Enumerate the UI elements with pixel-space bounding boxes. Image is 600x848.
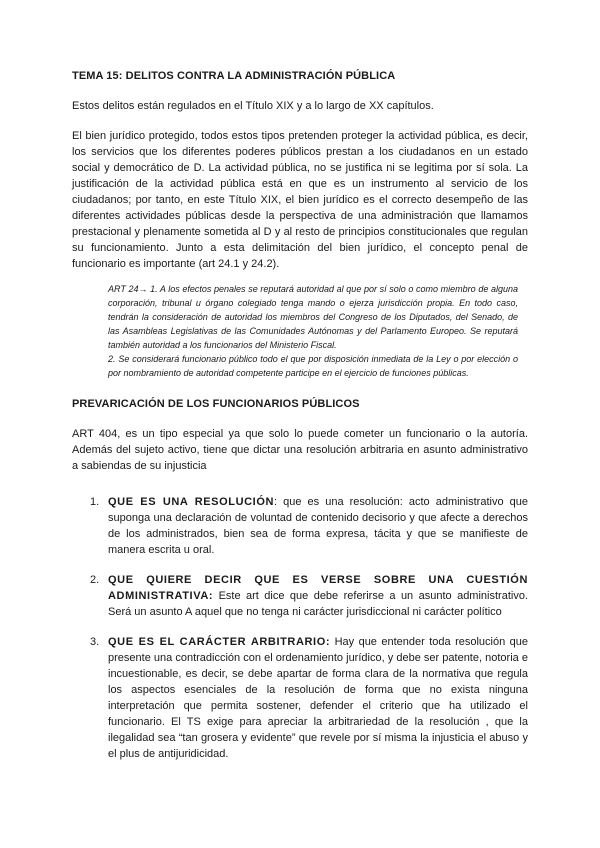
list-item-text: : que es una resolución: acto administrativo que suponga una declaración de voluntad de contenido decisorio y que afecte a derechos de los administrados, bien sea de forma expresa, tácita y que se manifieste de manera escrita u oral. <box>108 496 528 556</box>
intro-paragraph: Estos delitos están regulados en el Título XIX y a lo largo de XX capítulos. <box>72 100 434 112</box>
list-item-heading: QUE ES EL CARÁCTER ARBITRARIO: <box>108 636 331 648</box>
section-title: PREVARICACIÓN DE LOS FUNCIONARIOS PÚBLICOS <box>72 398 360 410</box>
document-title: TEMA 15: DELITOS CONTRA LA ADMINISTRACIÓN PÚBLICA <box>72 70 396 82</box>
article-24-paragraph-2: 2. Se considerará funcionario público todo el que por disposición inmediata de la Ley o por elección o por nombramiento de autoridad competente participe en el ejercicio de funciones públicas. <box>108 354 518 378</box>
list-item-number: 2. <box>90 574 100 586</box>
list-item <box>72 494 528 558</box>
article-24-paragraph-1: ART 24→ 1. A los efectos penales se reputará autoridad al que por sí solo o como miembro de alguna corporación, tribunal u órgano colegiado tenga mando o ejerza jurisdicción propia. En todo caso, tendrán la consideración de autoridad los miembros del Congreso de los Diputados, del Senado, de las Asambleas Legislativas de las Comunidades Autónomas y del Parlamento Europeo. Se reputará también autoridad a los funcionarios del Ministerio Fiscal. <box>108 284 518 350</box>
numbered-list <box>72 494 528 762</box>
list-item <box>72 634 528 762</box>
list-item-number: 1. <box>90 496 100 508</box>
list-item <box>72 572 528 620</box>
list-item-heading: QUE QUIERE DECIR QUE ES VERSE SOBRE UNA CUESTIÓN ADMINISTRATIVA: <box>108 574 528 602</box>
article-404-paragraph: ART 404, es un tipo especial ya que solo lo puede cometer un funcionario o la autoría. Además del sujeto activo, tiene que dictar una resolución arbitraria en asunto administrativo a sabiendas de su injusticia <box>72 428 528 472</box>
list-item-text: Hay que entender toda resolución que presente una contradicción con el ordenamiento jurídico, y debe ser patente, notoria e incuestionable, es decir, se debe apartar de forma clara de la normativa que regula los aspectos esenciales de la resolución de forma que no exista ninguna interpretación que permita sostener, defender el criterio que ha utilizado el funcionario. El TS exige para apreciar la arbitrariedad de la resolución , que la ilegalidad sea “tan grosera y evidente” que revele por sí misma la injusticia el abuso y el plus de antijuridicidad. <box>108 636 528 760</box>
list-item-text: Este art dice que debe referirse a un asunto administrativo. Será un asunto A aquel que no tenga ni carácter jurisdiccional ni carácter político <box>108 590 528 618</box>
list-item-number: 3. <box>90 636 100 648</box>
article-24-quote <box>108 282 518 380</box>
bien-juridico-paragraph: El bien jurídico protegido, todos estos tipos pretenden proteger la actividad pública, es decir, los servicios que los diferentes poderes públicos prestan a los ciudadanos en un estado social y democrático de D. La actividad pública, no se justifica ni se legitima por sí sola. La justificación de la actividad pública está en que es un instrumento al servicio de los ciudadanos; por tanto, en este Título XIX, el bien jurídico es el correcto desempeño de las diferentes actividades públicas desde la perspectiva de una administración que llamamos prestacional y plenamente sometida al D y al resto de principios constitucionales que regulan su funcionamiento. Junto a esta delimitación del bien jurídico, el concepto penal de funcionario es importante (art 24.1 y 24.2). <box>72 130 528 270</box>
list-item-heading: QUE ES UNA RESOLUCIÓN <box>108 496 275 508</box>
